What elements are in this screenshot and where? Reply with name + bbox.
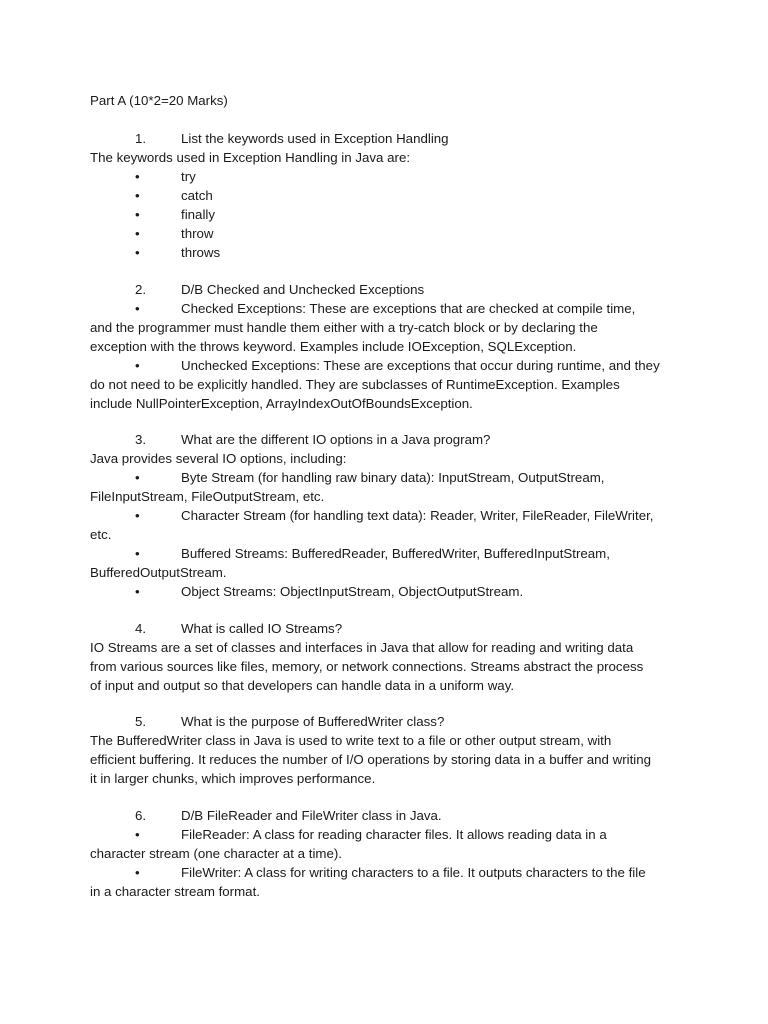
bullet-icon: • (135, 301, 140, 316)
q5-text-line: it in larger chunks, which improves performance. (90, 771, 376, 786)
page-heading: Part A (10*2=20 Marks) (90, 93, 228, 108)
bullet-icon: • (135, 584, 140, 599)
q4-text-line: from various sources like files, memory, or network connections. Streams abstract the process (90, 659, 644, 674)
q5-number: 5. (135, 714, 147, 729)
q1-item: throw (181, 226, 214, 241)
q6-text-line: FileReader: A class for reading character files. It allows reading data in a (181, 827, 607, 842)
bullet-icon: • (135, 865, 140, 880)
bullet-icon: • (135, 245, 140, 260)
q3-text-line: etc. (90, 527, 112, 542)
q3-text-line: FileInputStream, FileOutputStream, etc. (90, 489, 325, 504)
q2-text-line: and the programmer must handle them either with a try-catch block or by declaring the (90, 320, 598, 335)
q3-number: 3. (135, 432, 147, 447)
q3-text-line: Character Stream (for handling text data): Reader, Writer, FileReader, FileWriter, (181, 508, 654, 523)
q6-number: 6. (135, 808, 147, 823)
bullet-icon: • (135, 358, 140, 373)
bullet-icon: • (135, 470, 140, 485)
bullet-icon: • (135, 546, 140, 561)
q6-text-line: character stream (one character at a time). (90, 846, 342, 861)
q1-item: throws (181, 245, 221, 260)
q6-text-line: FileWriter: A class for writing characters to a file. It outputs characters to the file (181, 865, 646, 880)
q2-text-line: Checked Exceptions: These are exceptions that are checked at compile time, (181, 301, 636, 316)
q2-text-line: Unchecked Exceptions: These are exceptions that occur during runtime, and they (181, 358, 660, 373)
q2-text-line: include NullPointerException, ArrayIndexOutOfBoundsException. (90, 396, 473, 411)
q5-text-line: The BufferedWriter class in Java is used to write text to a file or other output stream, with (90, 733, 612, 748)
q4-text-line: IO Streams are a set of classes and interfaces in Java that allow for reading and writing data (90, 640, 634, 655)
bullet-icon: • (135, 827, 140, 842)
bullet-icon: • (135, 508, 140, 523)
q4-number: 4. (135, 621, 147, 636)
bullet-icon: • (135, 207, 140, 222)
q4-text-line: of input and output so that developers can handle data in a uniform way. (90, 678, 515, 693)
q1-item: try (181, 169, 196, 184)
q1-item: catch (181, 188, 213, 203)
q3-intro: Java provides several IO options, including: (90, 451, 347, 466)
q3-text-line: BufferedOutputStream. (90, 565, 227, 580)
q1-intro: The keywords used in Exception Handling in Java are: (90, 150, 411, 165)
bullet-icon: • (135, 188, 140, 203)
q6-text-line: in a character stream format. (90, 884, 260, 899)
bullet-icon: • (135, 226, 140, 241)
q3-text-line: Buffered Streams: BufferedReader, BufferedWriter, BufferedInputStream, (181, 546, 610, 561)
q1-item: finally (181, 207, 215, 222)
q6-question: D/B FileReader and FileWriter class in Java. (181, 808, 442, 823)
q2-text-line: do not need to be explicitly handled. They are subclasses of RuntimeException. Examples (90, 377, 620, 392)
q1-number: 1. (135, 131, 147, 146)
q2-text-line: exception with the throws keyword. Examples include IOException, SQLException. (90, 339, 577, 354)
q3-text-line: Byte Stream (for handling raw binary data): InputStream, OutputStream, (181, 470, 605, 485)
q3-text-line: Object Streams: ObjectInputStream, ObjectOutputStream. (181, 584, 524, 599)
bullet-icon: • (135, 169, 140, 184)
q5-question: What is the purpose of BufferedWriter class? (181, 714, 445, 729)
q5-text-line: efficient buffering. It reduces the number of I/O operations by storing data in a buffer and writing (90, 752, 652, 767)
q2-number: 2. (135, 282, 147, 297)
q3-question: What are the different IO options in a Java program? (181, 432, 491, 447)
q2-question: D/B Checked and Unchecked Exceptions (181, 282, 425, 297)
q1-question: List the keywords used in Exception Handling (181, 131, 449, 146)
q4-question: What is called IO Streams? (181, 621, 343, 636)
